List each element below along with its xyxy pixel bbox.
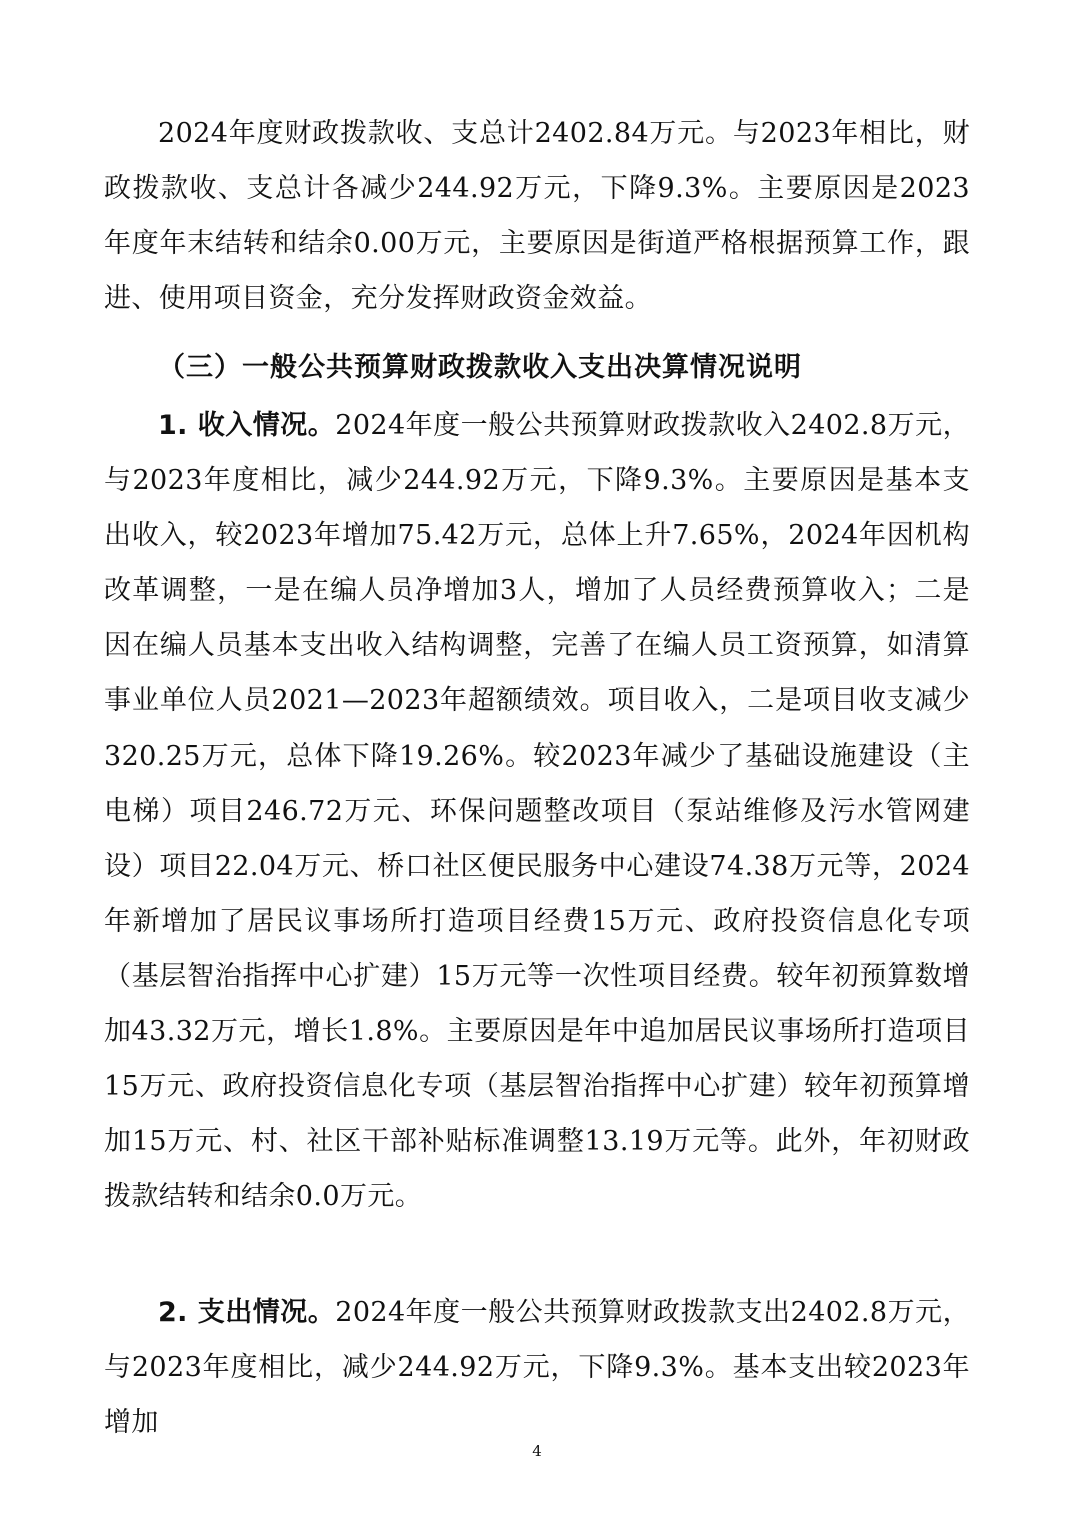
expense-text: 2024年度一般公共预算财政拨款支出2402.8万元，与2023年度相比，减少244.92万元，下降9.3%。基本支出较2023年增加 xyxy=(104,1297,970,1439)
paragraph-expense xyxy=(104,1285,970,1450)
expense-lead: 2. 支出情况。 xyxy=(158,1297,336,1328)
section-heading: （三）一般公共预算财政拨款收入支出决算情况说明 xyxy=(158,352,802,383)
paragraph-income xyxy=(104,398,970,1224)
income-lead: 1. 收入情况。 xyxy=(158,410,336,441)
page-number: 4 xyxy=(532,1442,542,1460)
paragraph-financial-totals: 2024年度财政拨款收、支总计2402.84万元。与2023年相比，财政拨款收、支总计各减少244.92万元，下降9.3%。主要原因是2023年度年末结转和结余0.00万元，主要原因是街道严格根据预算工作，跟进、使用项目资金，充分发挥财政资金效益。 xyxy=(104,118,970,315)
income-text: 2024年度一般公共预算财政拨款收入2402.8万元，与2023年度相比，减少244.92万元，下降9.3%。主要原因是基本支出收入，较2023年增加75.42万元，总体上升7.65%，2024年因机构改革调整，一是在编人员净增加3人，增加了人员经费预算收入；二是因在编人员基本支出收入结构调整，完善了在编人员工资预算，如清算事业单位人员2021—2023年超额绩效。项目收入，二是项目收支减少320.25万元，总体下降19.26%。较2023年减少了基础设施建设（主电梯）项目246.72万元、环保问题整改项目（泵站维修及污水管网建设）项目22.04万元、桥口社区便民服务中心建设74.38万元等，2024年新增加了居民议事场所打造项目经费15万元、政府投资信息化专项（基层智治指挥中心扩建）15万元等一次性项目经费。较年初预算数增加43.32万元，增长1.8%。主要原因是年中追加居民议事场所打造项目15万元、政府投资信息化专项（基层智治指挥中心扩建）较年初预算增加15万元、村、社区干部补贴标准调整13.19万元等。此外，年初财政拨款结转和结余0.0万元。 xyxy=(104,410,970,1213)
